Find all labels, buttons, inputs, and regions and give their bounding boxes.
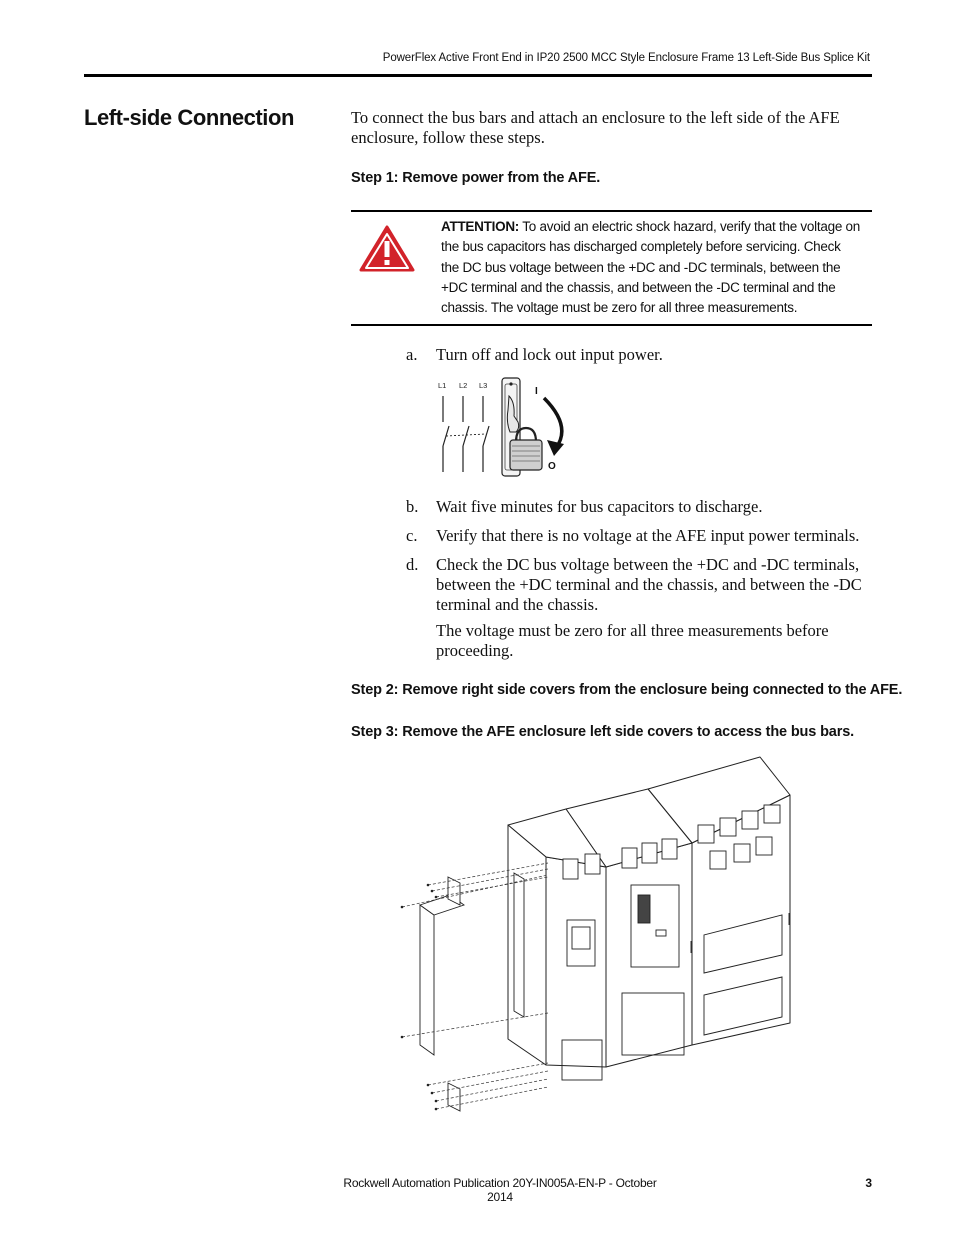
attention-label: ATTENTION:	[441, 219, 520, 234]
footer-publication: Rockwell Automation Publication 20Y-IN005A-EN-P - October 2014	[343, 1176, 657, 1204]
substep-b-label: b.	[406, 497, 419, 516]
intro-paragraph: To connect the bus bars and attach an enclosure to the left side of the AFE enclosure, follow these steps.	[351, 108, 840, 147]
step-2-heading: Step 2: Remove right side covers from the enclosure being connected to the AFE.	[351, 682, 903, 698]
section-title: Left-side Connection	[84, 105, 294, 130]
attention-top-rule	[351, 210, 872, 212]
enclosure-bus-splice-figure	[398, 755, 800, 1125]
on-mark: I	[535, 386, 538, 397]
off-mark: O	[548, 461, 556, 472]
header-rule	[84, 74, 872, 77]
substep-a-label: a.	[406, 345, 418, 364]
lockout-disconnect-figure	[432, 376, 572, 480]
label-l3: L3	[479, 381, 488, 390]
attention-text	[441, 217, 861, 318]
substep-d-note: The voltage must be zero for all three measurements before proceeding.	[436, 621, 829, 660]
substep-a-text: Turn off and lock out input power.	[436, 345, 663, 364]
page-number: 3	[865, 1176, 872, 1190]
step-1-heading: Step 1: Remove power from the AFE.	[351, 170, 601, 186]
running-header: PowerFlex Active Front End in IP20 2500 MCC Style Enclosure Frame 13 Left-Side Bus Splice Kit	[382, 52, 870, 64]
substep-c-label: c.	[406, 526, 418, 545]
substep-b-text: Wait five minutes for bus capacitors to discharge.	[436, 497, 763, 516]
substep-c-text: Verify that there is no voltage at the AFE input power terminals.	[436, 526, 860, 545]
substep-d-label: d.	[406, 555, 419, 574]
label-l1: L1	[438, 381, 447, 390]
substep-d-text: Check the DC bus voltage between the +DC and -DC terminals, between the +DC terminal and the chassis, and between the -DC terminal and the chassis.	[436, 555, 862, 614]
attention-body: To avoid an electric shock hazard, verify that the voltage on the bus capacitors has discharged completely before servicing. Check the DC bus voltage between the +DC and -DC terminals, between the +DC terminal and the chassis, and between the -DC terminal and the chassis. The voltage must be zero for all three measurements.	[441, 219, 861, 316]
label-l2: L2	[459, 381, 468, 390]
warning-triangle-icon	[359, 224, 415, 272]
step-3-heading: Step 3: Remove the AFE enclosure left side covers to access the bus bars.	[351, 724, 855, 740]
attention-bottom-rule	[351, 324, 872, 326]
